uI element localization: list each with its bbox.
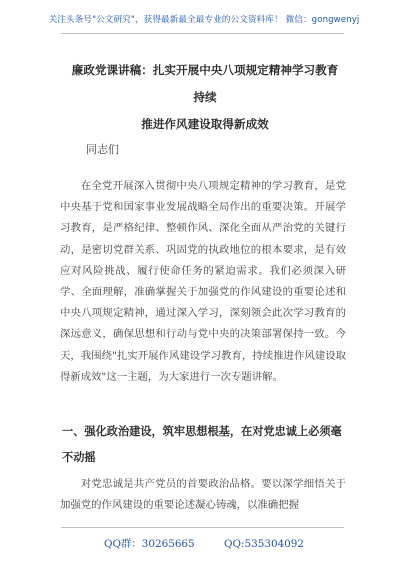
header-divider bbox=[61, 33, 344, 34]
footer-divider bbox=[61, 527, 344, 528]
promo-banner: 关注头条号"公文研究"，获得最新最全最专业的公文资料库！ 微信：gongwenyj bbox=[48, 15, 360, 25]
title-line-1: 廉政党课讲稿：扎实开展中央八项规定精神学习教育持续 bbox=[71, 63, 339, 104]
greeting: 同志们 bbox=[86, 143, 119, 156]
qq-number: QQ:535304092 bbox=[223, 538, 305, 550]
document-title bbox=[70, 57, 340, 138]
section-heading-1: 一、强化政治建设，筑牢思想根基，在对党忠诚上必须毫不动摇 bbox=[62, 424, 342, 464]
qq-group-number: QQ群：30265665 bbox=[103, 538, 195, 550]
body-paragraph-2: 对党忠诚是共产党员的首要政治品格。要以深学细悟关于加强党的作风建设的重要论述凝心铸魂，以准确把握 bbox=[60, 478, 346, 512]
body-paragraph-1: 在全党开展深入贯彻中央八项规定精神的学习教育，是党中央基于党和国家事业发展战略全局作出的重要决策。开展学习教育，是严格纪律、整顿作风、深化全面从严治党的关键行动，是密切党群关系、巩固党的执政地位的根本要求，是有效应对风险挑战、履行使命任务的紧迫需求。我们必须深入研学、全面理解，准确掌握关于加强党的作风建设的重要论述和中央八项规定精神，通过深入学习，深刻领会此次学习教育的深远意义，确保思想和行动与党中央的决策部署保持一致。今天，我围绕"扎实开展作风建设学习教育，持续推进作风建设取得新成效"这一主题，为大家进行一次专题讲解。 bbox=[60, 180, 346, 383]
title-line-2: 推进作风建设取得新成效 bbox=[141, 117, 269, 131]
contact-footer bbox=[0, 535, 408, 550]
